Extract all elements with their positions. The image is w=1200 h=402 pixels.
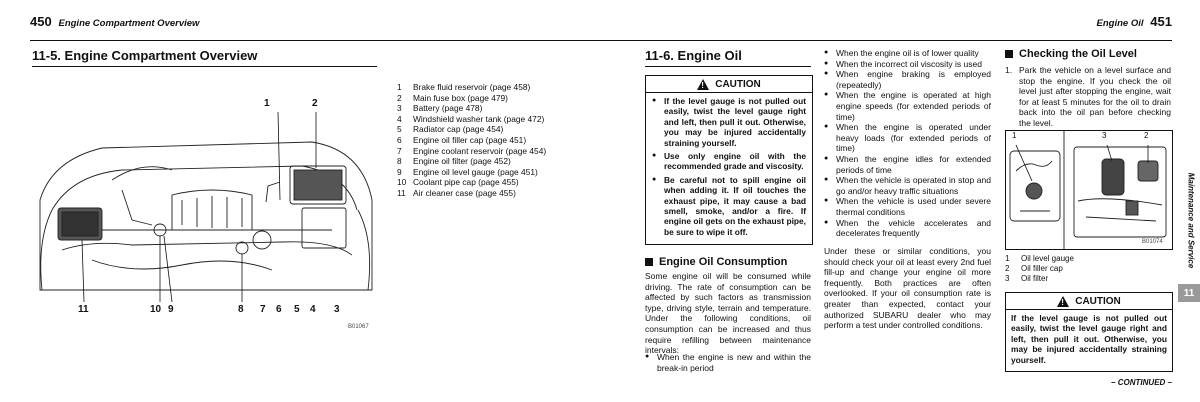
condition-item: ● When the engine is operated under heavy loads (for extended periods of time) — [824, 122, 991, 154]
conditions-list — [824, 48, 991, 239]
left-page-header — [30, 14, 600, 41]
callout-bottom-10: 10 — [150, 304, 162, 315]
condition-item: ● When the engine oil is of lower quality — [824, 48, 991, 59]
engine-compartment-illustration — [32, 90, 378, 336]
callout-bottom-5: 5 — [294, 304, 300, 315]
legend-item: 3 Oil filter — [1005, 274, 1049, 283]
right-section-rule — [645, 66, 811, 67]
right-page — [600, 0, 1200, 402]
caution-box-1 — [645, 75, 813, 245]
condition-item: ● When the engine is operated at high engine speeds (for extended periods of time) — [824, 90, 991, 122]
legend-item: 1 Oil level gauge — [1005, 254, 1074, 263]
legend-item: 1 Brake fluid reservoir (page 458) — [397, 82, 531, 92]
caution-box-2 — [1005, 292, 1173, 372]
caution2-text: If the level gauge is not pulled out easily, twist the level gauge right and left, then pull it out. Otherwise, you may be injured accidentally straining yourself. — [1011, 313, 1167, 365]
callout-top-2: 2 — [312, 98, 318, 109]
right-page-number: 451 — [1150, 14, 1172, 29]
side-tab-label: Maintenance and Service — [1186, 172, 1196, 268]
oil-check-figure — [1005, 130, 1173, 250]
engine-compartment-figure — [32, 90, 378, 336]
figure2-code: B01074 — [1142, 239, 1163, 245]
square-bullet-icon — [645, 258, 653, 266]
callout-top-1: 1 — [264, 98, 270, 109]
condition-item: ● When the vehicle is used under severe thermal conditions — [824, 196, 991, 217]
legend-item: 2 Main fuse box (page 479) — [397, 92, 508, 103]
callout-bottom-6: 6 — [276, 304, 282, 315]
callout-bottom-3: 3 — [334, 304, 340, 315]
consumption-heading: Engine Oil Consumption — [645, 256, 787, 268]
legend-item: 10 Coolant pipe cap (page 455) — [397, 177, 519, 188]
caution-header-2: ! CAUTION — [1006, 293, 1172, 310]
legend-item: 6 Engine oil filler cap (page 451) — [397, 134, 527, 145]
oil-check-illustration — [1006, 131, 1172, 249]
right-section-title: 11-6. Engine Oil — [645, 48, 742, 63]
legend-item: 7 Engine coolant reservoir (page 454) — [397, 145, 547, 156]
legend-item: 9 Engine oil level gauge (page 451) — [397, 166, 538, 177]
condition-item: ● When the engine is new and within the break-in period — [645, 352, 811, 373]
right-running-title: Engine Oil — [1096, 18, 1144, 29]
side-tab-number: 11 — [1178, 284, 1200, 302]
condition-item: ● When engine braking is employed (repeatedly) — [824, 69, 991, 90]
callout-bottom-9: 9 — [168, 304, 174, 315]
oil-figure-legend — [1005, 254, 1171, 284]
caution-item: ● Use only engine oil with the recommended grade and viscosity. — [652, 151, 806, 172]
checking-heading: Checking the Oil Level — [1005, 48, 1137, 60]
engine-legend — [397, 82, 577, 199]
left-section-title: 11-5. Engine Compartment Overview — [32, 48, 258, 63]
legend-item: 11 Air cleaner case (page 455) — [397, 187, 516, 198]
left-page-number: 450 — [30, 14, 52, 29]
caution-header-1: ! CAUTION — [646, 76, 812, 93]
continued-label: – CONTINUED – — [1111, 378, 1172, 387]
callout-bottom-8: 8 — [238, 304, 244, 315]
condition-item: ● When the incorrect oil viscosity is used — [824, 59, 991, 70]
legend-item: 5 Radiator cap (page 454) — [397, 124, 504, 135]
callout-bottom-11: 11 — [78, 304, 89, 315]
right-page-header — [600, 14, 1172, 41]
condition-item: ● When the engine idles for extended periods of time — [824, 154, 991, 175]
left-section-rule — [32, 66, 377, 67]
legend-item: 4 Windshield washer tank (page 472) — [397, 113, 545, 124]
warning-icon: ! — [1057, 296, 1069, 307]
warning-icon: ! — [697, 79, 709, 90]
legend-item: 2 Oil filler cap — [1005, 264, 1063, 273]
fig2-callout-2: 2 — [1144, 131, 1149, 140]
caution-item: ● Be careful not to spill engine oil when adding it. If oil touches the exhaust pipe, it may cause a bad smell, smoke, and/or a fire. If engine oil gets on the exhaust pipe, be sure to wipe it off. — [652, 175, 806, 237]
checking-step: 1. Park the vehicle on a level surface and stop the engine. If you check the oil level just after stopping the engine, wait for at least 5 minutes for the oil to drain back into the oil pan before checking the level. — [1005, 65, 1171, 128]
condition-item: ● When the vehicle accelerates and decelerates frequently — [824, 218, 991, 239]
caution-item: ● If the level gauge is not pulled out easily, twist the level gauge right and left, then pull it out. Otherwise, you may be injured accidentally straining yourself. — [652, 96, 806, 148]
legend-item: 3 Battery (page 478) — [397, 103, 483, 114]
consumption-text: Some engine oil will be consumed while driving. The rate of consumption can be affected by such factors as transmission type, driving style, terrain and temperature. Under the following conditions, oil consumption can be increased and thus require refilling between maintenance intervals: — [645, 271, 811, 356]
callout-bottom-4: 4 — [310, 304, 316, 315]
figure-code: B01067 — [348, 324, 369, 330]
fig2-callout-1: 1 — [1012, 131, 1017, 140]
fig2-callout-3: 3 — [1102, 131, 1107, 140]
condition-item: ● When the vehicle is operated in stop and go and/or heavy traffic situations — [824, 175, 991, 196]
callout-bottom-7: 7 — [260, 304, 266, 315]
left-running-title: Engine Compartment Overview — [58, 18, 200, 29]
legend-item: 8 Engine oil filter (page 452) — [397, 156, 511, 167]
conditions-note: Under these or similar conditions, you should check your oil at least every 2nd fuel fill-up and change your engine oil more frequently. Both practices are often overlooked. If your oil consumption rate is greater than expected, contact your authorized SUBARU dealer who may perform a test under controlled conditions. — [824, 246, 991, 331]
square-bullet-icon — [1005, 50, 1013, 58]
